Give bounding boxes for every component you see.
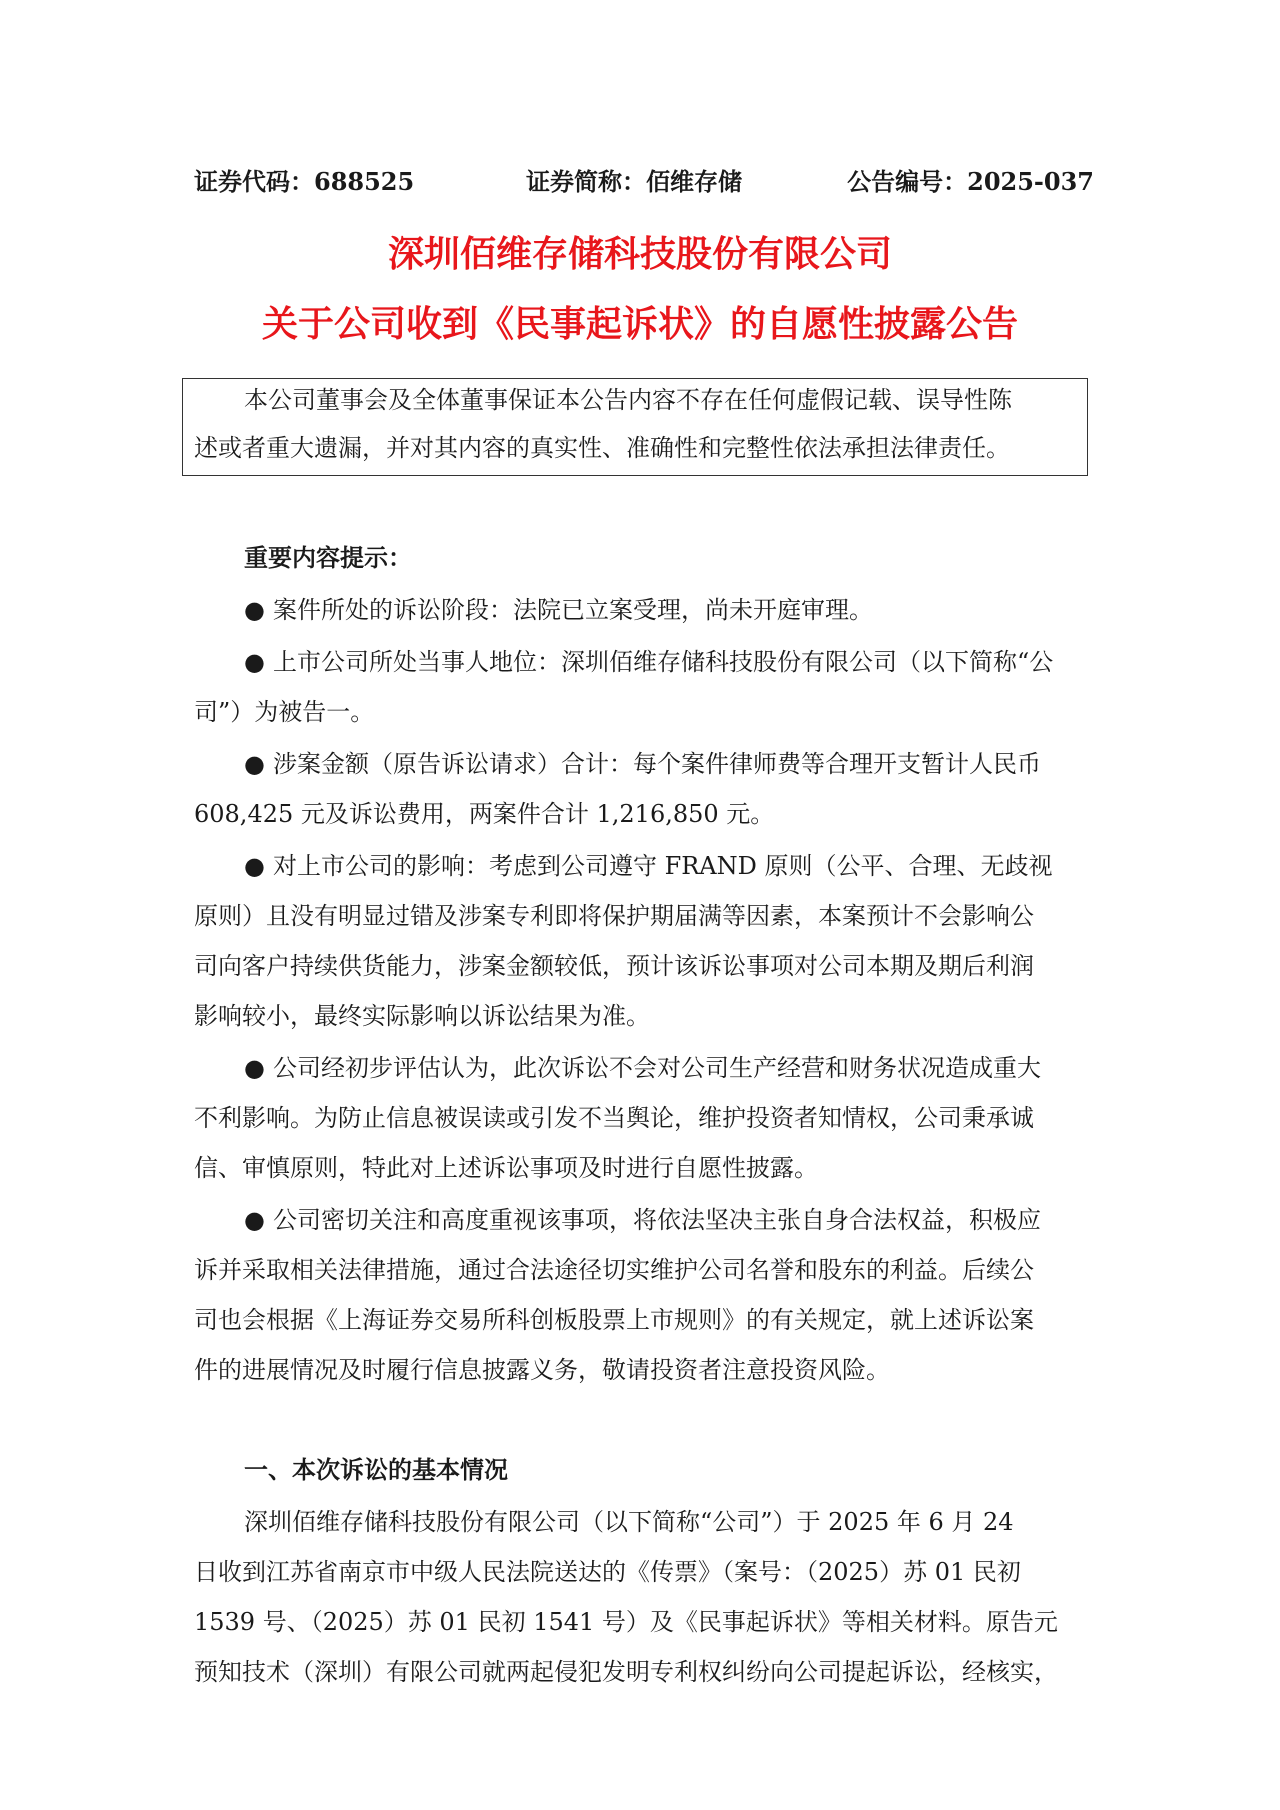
highlight-item: [244, 642, 1053, 682]
bullet-icon: ●: [244, 648, 265, 676]
company-title: 深圳佰维存储科技股份有限公司: [387, 234, 892, 275]
highlight-text: 影响较小，最终实际影响以诉讼结果为准。: [194, 1002, 650, 1030]
paragraph-line: 预知技术（深圳）有限公司就两起侵犯发明专利权纠纷向公司提起诉讼，经核实，: [194, 1658, 1058, 1686]
highlight-text: 司向客户持续供货能力，涉案金额较低，预计该诉讼事项对公司本期及期后利润: [194, 952, 1034, 980]
highlight-text: 上市公司所处当事人地位：深圳佰维存储科技股份有限公司（以下简称“公: [272, 648, 1054, 676]
highlight-item: [244, 846, 1053, 886]
bullet-icon: ●: [244, 852, 265, 880]
highlight-text: 涉案金额（原告诉讼请求）合计：每个案件律师费等合理开支暂计人民币: [272, 750, 1041, 778]
highlight-item: [244, 1200, 1041, 1240]
highlight-item: [244, 1048, 1041, 1088]
bullet-icon: ●: [244, 1054, 265, 1082]
paragraph-line: 日收到江苏省南京市中级人民法院送达的《传票》（案号：（2025）苏 01 民初: [194, 1558, 1021, 1586]
bullet-icon: ●: [244, 596, 265, 624]
highlight-text: 案件所处的诉讼阶段：法院已立案受理，尚未开庭审理。: [272, 596, 873, 624]
board-statement-line: 本公司董事会及全体董事保证本公告内容不存在任何虚假记载、误导性陈: [244, 386, 1012, 414]
stock-code: 证券代码：688525: [194, 167, 415, 196]
paragraph-line: 深圳佰维存储科技股份有限公司（以下简称“公司”）于 2025 年 6 月 24: [244, 1508, 1014, 1536]
highlight-text: 件的进展情况及时履行信息披露义务，敬请投资者注意投资风险。: [194, 1356, 890, 1384]
highlight-item: [244, 590, 873, 630]
highlight-text: 信、审慎原则，特此对上述诉讼事项及时进行自愿性披露。: [194, 1154, 818, 1182]
announcement-title: 关于公司收到《民事起诉状》的自愿性披露公告: [261, 304, 1018, 345]
highlight-text: 608,425 元及诉讼费用，两案件合计 1,216,850 元。: [194, 800, 775, 828]
stock-short-name: 证券简称：佰维存储: [526, 167, 742, 196]
bullet-icon: ●: [244, 1206, 265, 1234]
highlights-heading: 重要内容提示：: [244, 543, 412, 572]
board-statement-line: 述或者重大遗漏，并对其内容的真实性、准确性和完整性依法承担法律责任。: [194, 434, 1010, 462]
highlight-text: 公司密切关注和高度重视该事项，将依法坚决主张自身合法权益，积极应: [272, 1206, 1041, 1234]
paragraph-line: 1539 号、（2025）苏 01 民初 1541 号）及《民事起诉状》等相关材料。原告元: [194, 1608, 1058, 1636]
highlight-text: 司”）为被告一。: [194, 698, 375, 726]
highlight-text: 不利影响。为防止信息被误读或引发不当舆论，维护投资者知情权，公司秉承诚: [194, 1104, 1034, 1132]
highlight-text: 公司经初步评估认为，此次诉讼不会对公司生产经营和财务状况造成重大: [272, 1054, 1041, 1082]
highlight-item: [244, 744, 1041, 784]
notice-number: 公告编号：2025-037: [847, 167, 1094, 196]
document-header: [194, 164, 1094, 200]
highlight-text: 对上市公司的影响：考虑到公司遵守 FRAND 原则（公平、合理、无歧视: [272, 852, 1053, 880]
highlight-text: 原则）且没有明显过错及涉案专利即将保护期届满等因素，本案预计不会影响公: [194, 902, 1034, 930]
section-heading: 一、本次诉讼的基本情况: [244, 1455, 508, 1484]
highlight-text: 司也会根据《上海证券交易所科创板股票上市规则》的有关规定，就上述诉讼案: [194, 1306, 1034, 1334]
highlight-text: 诉并采取相关法律措施，通过合法途径切实维护公司名誉和股东的利益。后续公: [194, 1256, 1034, 1284]
bullet-icon: ●: [244, 750, 265, 778]
